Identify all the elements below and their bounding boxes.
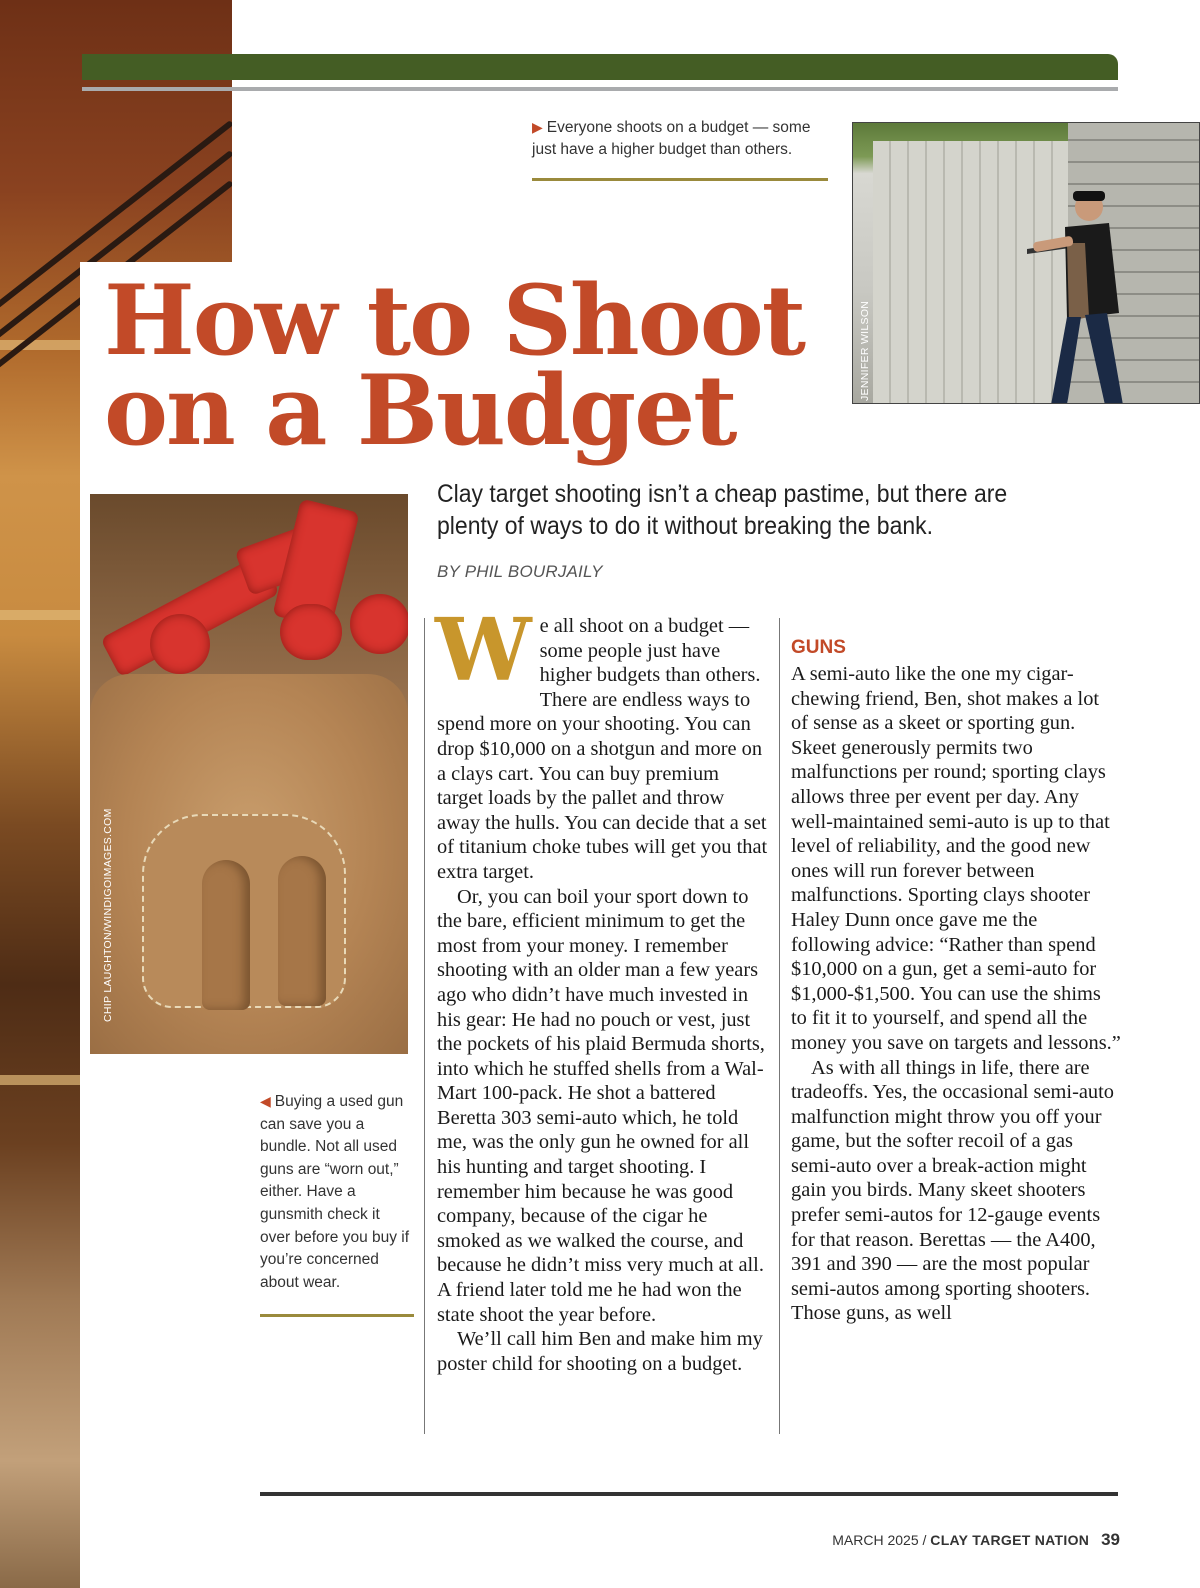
side-photo-credit: MITCH KEZAR/WINDIGOIMAGES.COM xyxy=(214,1277,226,1476)
column-rule-left xyxy=(424,618,425,1434)
top-photo-credit: JENNIFER WILSON xyxy=(859,300,871,401)
top-caption-rule xyxy=(532,178,828,181)
top-photo-shooter xyxy=(852,122,1200,404)
paragraph-2: Or, you can boil your sport down to the bare, efficient minimum to get the most from your money. I remember shooting with an older man a few years ago who didn’t have much invested in his gear: He had no pouch or vest, just the pockets of his plaid Bermuda shorts, into which he stuffed shells from a Wal-Mart 100-pack. He shot a battered Beretta 303 semi-auto which, he told me, was the only gun he owned for all his hunting and target shooting. I remember him because he was good company, because of the cigar he smoked as we walked the course, and because he didn’t miss very much at all. A friend later told me he had won the state shoot the year before. xyxy=(437,885,765,1326)
paragraph-4: A semi-auto like the one my cigar-chewing friend, Ben, shot makes a lot of sense as a skeet or sporting gun. Skeet generously permits two malfunctions per round; sporting clays allows three per event per day. Any well-maintained semi-auto is up to that level of reliability, and the good new ones will run forever between malfunctions. Sporting clays shooter Haley Dunn once gave me the following advice: “Rather than spend $10,000 on a gun, get a semi-auto for $1,000-$1,500. You can use the shims to fit it to yourself, and spend all the money you save on targets and lessons.” xyxy=(791,663,1121,1054)
title-line-1: How to Shoot xyxy=(104,264,805,377)
top-caption-text: Everyone shoots on a budget — some just have a higher budget than others. xyxy=(532,119,811,158)
side-caption-rule xyxy=(260,1314,414,1317)
column-rule-middle xyxy=(779,618,780,1434)
paragraph-1-text: e all shoot on a budget — some people just have higher budgets than others. There are endless ways to spend more on your shooting. You can drop $10,000 on a shotgun and more on a clays cart. You can buy premium target loads by the pallet and throw away the hulls. You can decide that a set of titanium choke tubes will get you that extra target. xyxy=(437,615,768,883)
article-title xyxy=(104,264,824,467)
page-footer xyxy=(832,1530,1120,1550)
shooter-figure xyxy=(1027,183,1123,404)
side-photo-caption xyxy=(260,1090,410,1294)
section-heading-guns: GUNS xyxy=(791,637,846,658)
left-photo-credit: CHIP LAUGHTON/WINDIGOIMAGES.COM xyxy=(102,808,114,1022)
footer-magazine: CLAY TARGET NATION xyxy=(930,1532,1090,1548)
caption-arrow-right-icon: ▶ xyxy=(532,119,543,135)
article-deck: Clay target shooting isn’t a cheap pastime, but there are plenty of ways to do it without breaking the bank. xyxy=(437,480,1008,540)
title-line-2: on a Budget xyxy=(104,354,736,467)
dropcap: W xyxy=(435,600,532,701)
side-caption-text: Buying a used gun can save you a bundle. Not all used guns are “worn out,” either. Have a gunsmith check it over before you buy if you’re concerned about wear. xyxy=(260,1093,410,1291)
article-byline: BY PHIL BOURJAILY xyxy=(437,562,603,581)
paragraph-1 xyxy=(435,600,769,885)
top-photo-caption xyxy=(532,116,832,161)
article-column-2 xyxy=(791,614,1121,1326)
paragraph-3: We’ll call him Ben and make him my poster child for shooting on a budget. xyxy=(437,1328,763,1375)
page-number: 39 xyxy=(1101,1530,1120,1549)
left-photo-shell-pouch xyxy=(90,494,408,1054)
footer-rule xyxy=(260,1492,1118,1496)
caption-arrow-left-icon: ◀ xyxy=(260,1093,271,1109)
paragraph-5: As with all things in life, there are tradeoffs. Yes, the occasional semi-auto malfunction might throw you off your game, but the softer recoil of a gas semi-auto over a break-action might gain you birds. Many skeet shooters prefer semi-autos for 12-gauge events for that reason. Berettas — the A400, 391 and 390 — are the most popular semi-autos among sporting shooters. Those guns, as well xyxy=(791,1056,1114,1325)
footer-date: MARCH 2025 / xyxy=(832,1532,927,1548)
header-green-bar xyxy=(82,54,1118,80)
article-column-1 xyxy=(435,600,769,1376)
header-gray-rule xyxy=(82,87,1118,91)
